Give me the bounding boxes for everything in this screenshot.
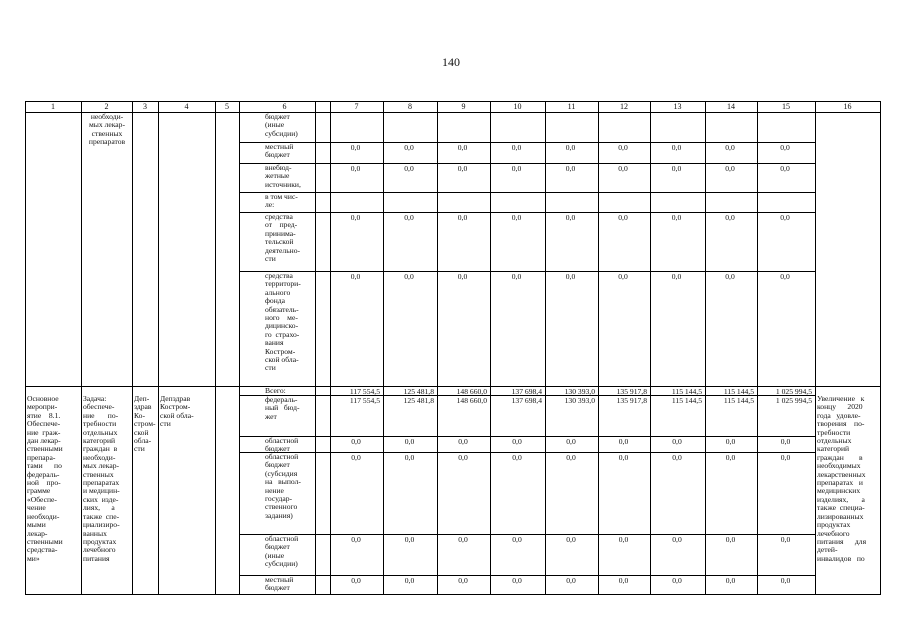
amount-cell: 0,0 bbox=[672, 437, 682, 446]
amount-cell: 0,0 bbox=[565, 143, 576, 152]
amount-cell: 117 554,5 bbox=[349, 396, 380, 405]
funding-source-label: областной бюджет bbox=[265, 436, 299, 454]
amount-cell: 0,0 bbox=[404, 576, 415, 585]
amount-cell: 0,0 bbox=[457, 164, 468, 173]
amount-cell: 0,0 bbox=[350, 164, 361, 173]
amount-cell: 0,0 bbox=[618, 576, 629, 585]
amount-cell: 115 144,5 bbox=[723, 396, 754, 405]
amount-cell: 0,0 bbox=[780, 143, 790, 152]
column-line bbox=[132, 101, 133, 595]
funding-source-label: областной бюджет (иные субсидии) bbox=[265, 534, 299, 569]
amount-cell: 0,0 bbox=[671, 164, 682, 173]
amount-cell: 0,0 bbox=[458, 576, 468, 585]
amount-cell: 0,0 bbox=[618, 453, 629, 462]
funding-source-label: федераль- ный бюд- жет bbox=[265, 395, 300, 421]
amount-cell: 0,0 bbox=[404, 164, 414, 173]
amount-cell: 1 025 994,5 bbox=[775, 387, 812, 396]
amount-cell: 0,0 bbox=[511, 272, 522, 281]
amount-cell: 0,0 bbox=[780, 213, 790, 222]
amount-cell: 0,0 bbox=[512, 576, 522, 585]
amount-cell: 0,0 bbox=[780, 453, 791, 462]
column-header-6: 6 bbox=[282, 102, 287, 111]
amount-cell: 0,0 bbox=[457, 213, 468, 222]
row-line bbox=[239, 192, 816, 193]
funding-source-label: бюджет (иные субсидии) bbox=[265, 112, 298, 138]
amount-cell: 0,0 bbox=[618, 213, 628, 222]
amount-cell: 0,0 bbox=[618, 437, 629, 446]
amount-cell: 0,0 bbox=[350, 272, 361, 281]
amount-cell: 137 698,4 bbox=[511, 387, 542, 396]
main-activity-text: Основное меропри- ятие 8.1. Обеспече- ние граж- дан лекар- ственными препара- тами по федераль- ной про- грамме «Обеспе- чение необходи- мыми лекар- ственными средства- ми» bbox=[27, 394, 63, 563]
amount-cell: 0,0 bbox=[404, 272, 414, 281]
amount-cell: 0,0 bbox=[780, 576, 791, 585]
amount-cell: 115 144,5 bbox=[723, 387, 754, 396]
row-line bbox=[25, 594, 881, 595]
amount-cell: 0,0 bbox=[512, 453, 522, 462]
amount-cell: 0,0 bbox=[618, 143, 628, 152]
amount-cell: 0,0 bbox=[404, 143, 414, 152]
amount-cell: 135 917,8 bbox=[616, 396, 647, 405]
column-line bbox=[490, 101, 491, 595]
column-header-14: 14 bbox=[727, 102, 735, 111]
column-line bbox=[239, 101, 240, 595]
amount-cell: 125 481,8 bbox=[403, 387, 434, 396]
amount-cell: 0,0 bbox=[566, 535, 576, 544]
column-line bbox=[880, 101, 881, 595]
column-line bbox=[815, 101, 816, 595]
column-header-8: 8 bbox=[408, 102, 412, 111]
amount-cell: 130 393,0 bbox=[564, 387, 595, 396]
amount-cell: 0,0 bbox=[725, 164, 735, 173]
amount-cell: 0,0 bbox=[780, 272, 790, 281]
amount-cell: 0,0 bbox=[458, 535, 468, 544]
amount-cell: 0,0 bbox=[350, 213, 361, 222]
amount-cell: 0,0 bbox=[458, 453, 468, 462]
amount-cell: 0,0 bbox=[672, 453, 682, 462]
page-number: 140 bbox=[442, 55, 460, 69]
funding-source-label: местный бюджет bbox=[265, 142, 294, 160]
amount-cell: 0,0 bbox=[725, 437, 736, 446]
column-line bbox=[330, 101, 331, 595]
amount-cell: 0,0 bbox=[351, 535, 361, 544]
amount-cell: 0,0 bbox=[458, 437, 468, 446]
column-header-12: 12 bbox=[620, 102, 628, 111]
column-line bbox=[315, 101, 316, 595]
amount-cell: 135 917,8 bbox=[616, 387, 647, 396]
amount-cell: 0,0 bbox=[404, 213, 414, 222]
column-header-15: 15 bbox=[782, 102, 790, 111]
funding-source-label: местный бюджет bbox=[265, 575, 294, 593]
column-line bbox=[25, 101, 26, 595]
amount-cell: 0,0 bbox=[457, 143, 468, 152]
amount-cell: 0,0 bbox=[404, 437, 415, 446]
amount-cell: 0,0 bbox=[511, 213, 522, 222]
amount-cell: 0,0 bbox=[780, 437, 791, 446]
amount-cell: 0,0 bbox=[672, 576, 682, 585]
amount-cell: 130 393,0 bbox=[564, 396, 595, 405]
column-header-4: 4 bbox=[184, 102, 189, 111]
row-line bbox=[25, 112, 881, 113]
amount-cell: 117 554,5 bbox=[349, 387, 380, 396]
amount-cell: 137 698,4 bbox=[511, 396, 542, 405]
budget-table bbox=[25, 101, 880, 594]
column-line bbox=[757, 101, 758, 595]
column-line bbox=[598, 101, 599, 595]
column-header-2: 2 bbox=[104, 102, 109, 111]
expected-result-text: Увеличение к концу 2020 года удовле- творения по- требности отдельных категорий граждан в необходимых лекарственных препаратах и медицинских изделиях, а также специа- лизированных продуктах лечебного питания для детей- инвалидов по bbox=[817, 394, 867, 563]
column-line bbox=[437, 101, 438, 595]
amount-cell: 0,0 bbox=[618, 535, 629, 544]
amount-cell: 0,0 bbox=[566, 453, 576, 462]
column-line bbox=[545, 101, 546, 595]
amount-cell: 0,0 bbox=[671, 213, 682, 222]
amount-cell: 0,0 bbox=[566, 437, 576, 446]
amount-cell: 0,0 bbox=[350, 143, 361, 152]
amount-cell: 0,0 bbox=[780, 535, 791, 544]
column-header-10: 10 bbox=[513, 102, 522, 111]
amount-cell: 0,0 bbox=[618, 164, 628, 173]
executor-text: Деп- здрав Ко- стром- ской обла- сти bbox=[134, 394, 156, 454]
column-header-3: 3 bbox=[143, 102, 147, 111]
amount-cell: 125 481,8 bbox=[403, 396, 434, 405]
amount-cell: 0,0 bbox=[457, 272, 468, 281]
amount-cell: 115 144,5 bbox=[671, 396, 702, 405]
column-line bbox=[215, 101, 216, 595]
amount-cell: 148 660,0 bbox=[456, 396, 487, 405]
amount-cell: 115 144,5 bbox=[671, 387, 702, 396]
column-header-9: 9 bbox=[461, 102, 466, 111]
column-line bbox=[158, 101, 159, 595]
amount-cell: 0,0 bbox=[511, 143, 522, 152]
amount-cell: 0,0 bbox=[566, 576, 576, 585]
column-header-7: 7 bbox=[354, 102, 359, 111]
funding-source-label: в том чис- ле: bbox=[265, 192, 298, 210]
amount-cell: 0,0 bbox=[511, 164, 522, 173]
column-line bbox=[705, 101, 706, 595]
coexecutor-text: Депздрав Костром- ской обла- сти bbox=[160, 394, 194, 429]
funding-source-label: средства от пред- принима- тельской деятельно- сти bbox=[265, 212, 301, 264]
amount-cell: 0,0 bbox=[725, 213, 735, 222]
amount-cell: 0,0 bbox=[512, 535, 522, 544]
medicines-continuation-text: необходи- мых лекар- ственных препаратов bbox=[88, 112, 126, 147]
column-header-11: 11 bbox=[567, 102, 576, 111]
amount-cell: 0,0 bbox=[565, 164, 576, 173]
amount-cell: 0,0 bbox=[725, 576, 736, 585]
amount-cell: 0,0 bbox=[512, 437, 522, 446]
column-header-5: 5 bbox=[225, 102, 229, 111]
funding-source-label: Всего: bbox=[265, 386, 286, 395]
funding-source-label: средства территори- ального фонда обязатель- ного ме- дицинско- го страхо- вания Костром- ской обла- сти bbox=[265, 271, 301, 373]
amount-cell: 1 025 994,5 bbox=[775, 396, 812, 405]
amount-cell: 0,0 bbox=[565, 213, 576, 222]
amount-cell: 0,0 bbox=[780, 164, 790, 173]
amount-cell: 0,0 bbox=[404, 535, 415, 544]
column-header-13: 13 bbox=[673, 102, 682, 111]
amount-cell: 0,0 bbox=[725, 143, 735, 152]
amount-cell: 0,0 bbox=[672, 535, 682, 544]
amount-cell: 0,0 bbox=[725, 453, 736, 462]
amount-cell: 0,0 bbox=[725, 535, 736, 544]
amount-cell: 0,0 bbox=[351, 453, 361, 462]
amount-cell: 0,0 bbox=[671, 143, 682, 152]
task-text: Задача: обеспече- ние по- требности отдельных категорий граждан в необходи- мых лекар- ственных препаратах и медицин- ских изде- лиях, а также спе- циализиро- ванных продуктах лечебного питания bbox=[83, 394, 120, 563]
amount-cell: 0,0 bbox=[671, 272, 682, 281]
column-header-1: 1 bbox=[51, 102, 55, 111]
amount-cell: 0,0 bbox=[404, 453, 415, 462]
amount-cell: 0,0 bbox=[351, 437, 361, 446]
funding-source-label: внебюд- жетные источники, bbox=[265, 163, 301, 189]
amount-cell: 0,0 bbox=[725, 272, 735, 281]
column-line bbox=[650, 101, 651, 595]
column-line bbox=[81, 101, 82, 595]
column-line bbox=[383, 101, 384, 595]
column-header-16: 16 bbox=[843, 102, 852, 111]
amount-cell: 148 660,0 bbox=[456, 387, 487, 396]
amount-cell: 0,0 bbox=[618, 272, 628, 281]
amount-cell: 0,0 bbox=[351, 576, 361, 585]
funding-source-label: областной бюджет (субсидия на выпол- нение государ- ственного задания) bbox=[265, 452, 301, 520]
amount-cell: 0,0 bbox=[565, 272, 576, 281]
